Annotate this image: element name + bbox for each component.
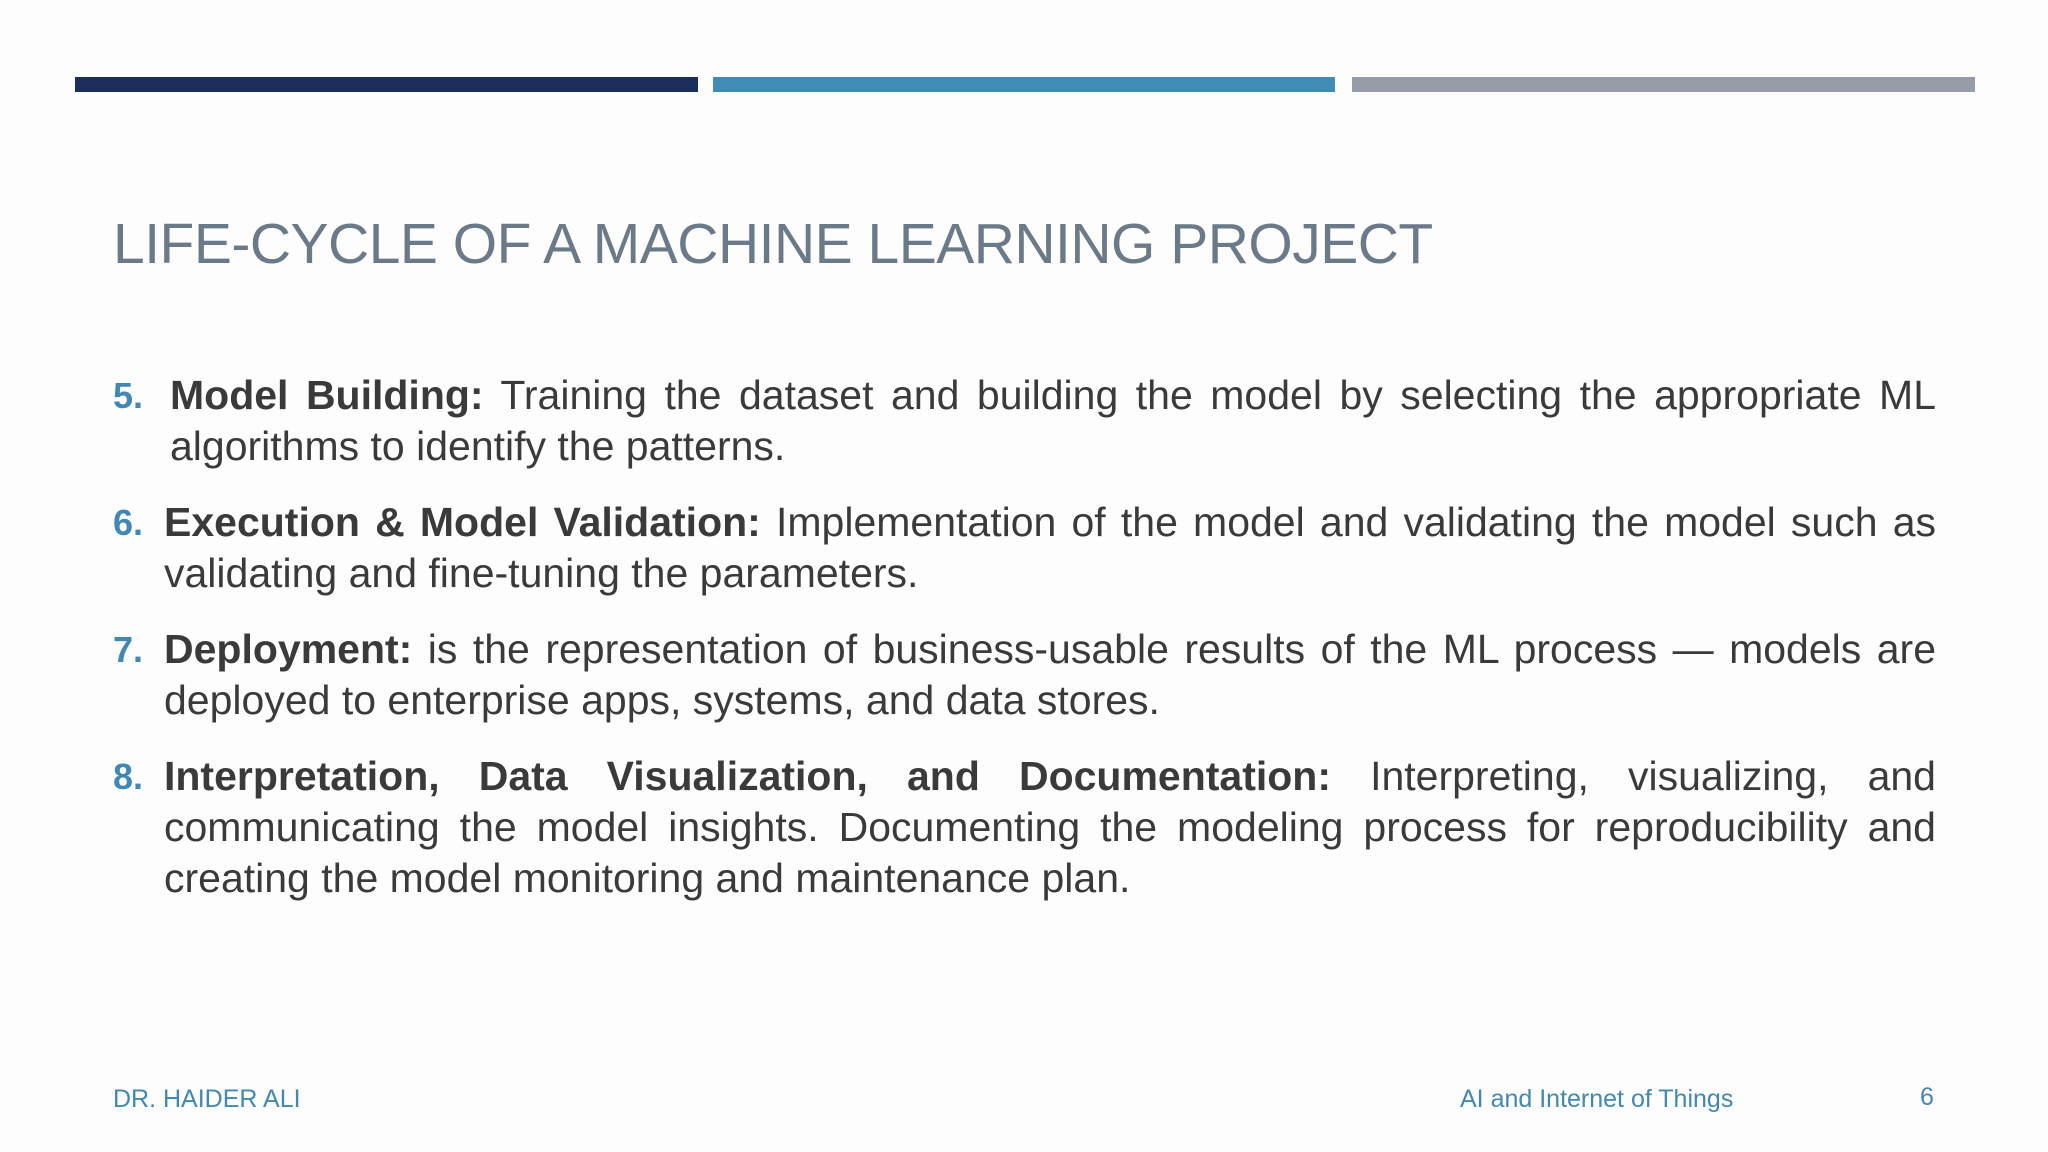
item-body xyxy=(170,370,1936,472)
item-description: Interpreting, visualizing, and communicating the model insights. Documenting the modeling process for reproducibility and creating the model monitoring and maintenance plan. xyxy=(164,753,1936,901)
footer-course-title: AI and Internet of Things xyxy=(1460,1085,1734,1113)
list-item-deployment xyxy=(113,624,1936,726)
item-body xyxy=(164,624,1936,726)
item-description: is the representation of business-usable results of the ML process — models are deployed to enterprise apps, systems, and data stores. xyxy=(164,626,1936,723)
item-body xyxy=(164,751,1936,904)
item-number: 8. xyxy=(113,756,144,797)
item-heading: Interpretation, Data Visualization, and Documentation: xyxy=(164,753,1332,799)
list-item-execution-validation xyxy=(113,497,1936,599)
item-description: Implementation of the model and validating the model such as validating and fine-tuning the parameters. xyxy=(164,499,1937,596)
header-bar-navy xyxy=(75,77,698,92)
item-heading: Execution & Model Validation: xyxy=(164,499,761,545)
page-number: 6 xyxy=(1920,1083,1934,1111)
header-bar-blue xyxy=(713,77,1335,92)
item-number: 7. xyxy=(113,629,144,670)
lifecycle-list xyxy=(113,370,1936,929)
header-bar-gray xyxy=(1352,77,1975,92)
item-heading: Model Building: xyxy=(170,372,484,418)
item-number: 6. xyxy=(113,502,144,543)
footer-author: DR. HAIDER ALI xyxy=(113,1085,301,1113)
item-body xyxy=(164,497,1936,599)
slide-title: LIFE-CYCLE OF A MACHINE LEARNING PROJECT xyxy=(113,212,1433,276)
item-description: Training the dataset and building the model by selecting the appropriate ML algorithms to identify the patterns. xyxy=(170,372,1936,469)
item-number: 5. xyxy=(113,375,144,416)
list-item-interpretation xyxy=(113,751,1936,904)
item-heading: Deployment: xyxy=(164,626,413,672)
list-item-model-building xyxy=(113,370,1936,472)
